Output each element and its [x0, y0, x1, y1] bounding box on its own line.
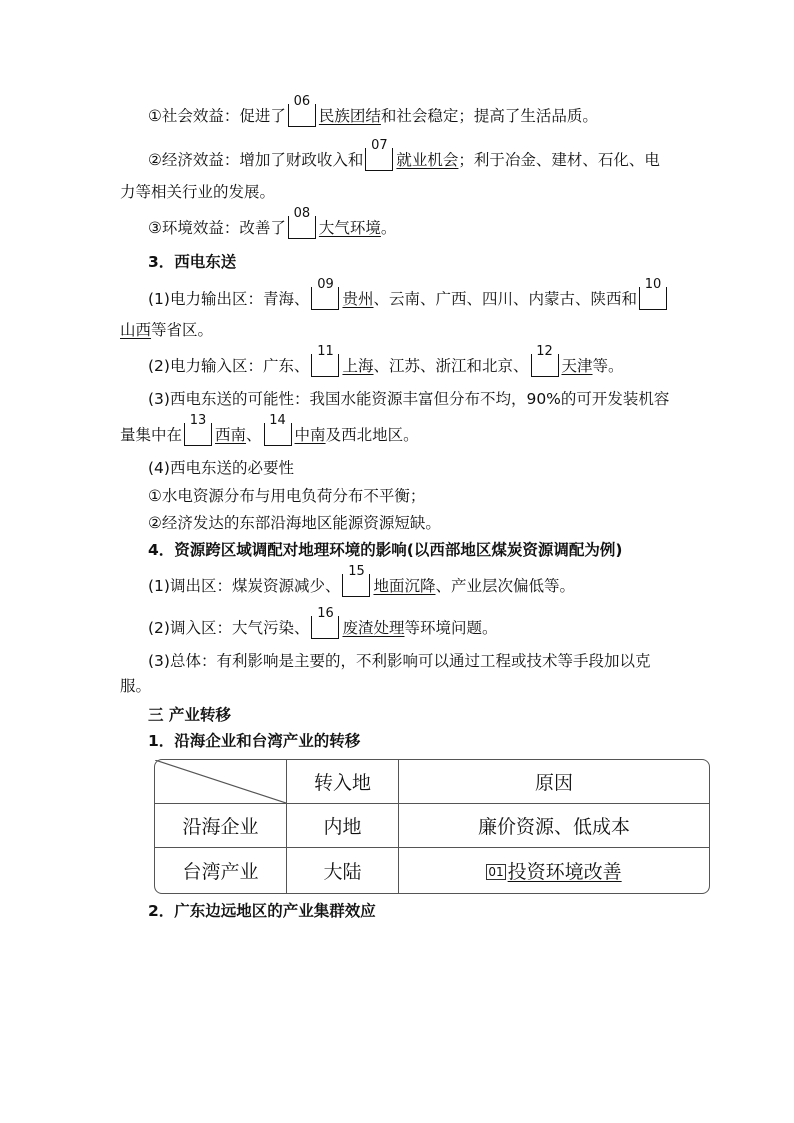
overall-line-1: (3)总体：有利影响是主要的，不利影响可以通过工程或技术等手段加以克	[148, 652, 651, 670]
necessity-heading: (4)西电东送的必要性	[148, 459, 294, 477]
blank-number-box: 09	[311, 287, 339, 310]
heading-resource-transfer: 4．资源跨区域调配对地理环境的影响(以西部地区煤炭资源调配为例)	[148, 541, 623, 559]
row-reason	[399, 848, 709, 893]
answer-text: 投资环境改善	[507, 861, 622, 883]
answer-text: 天津	[561, 357, 593, 375]
row-reason: 廉价资源、低成本	[399, 804, 709, 848]
blank-number-box: 12	[531, 354, 559, 377]
answer-text: 中南	[294, 426, 326, 444]
economic-benefit-line: ②经济效益：增加了财政收入和 07 就业机会；利于冶金、建材、石化、电	[148, 138, 660, 169]
answer-text: 上海	[342, 357, 374, 375]
heading-coastal-taiwan: 1．沿海企业和台湾产业的转移	[148, 732, 361, 750]
environment-benefit-line: ③环境效益：改善了 08 大气环境。	[148, 206, 397, 237]
power-input-line: (2)电力输入区：广东、 11 上海、江苏、浙江和北京、 12 天津等。	[148, 344, 624, 375]
blank-number-box: 11	[311, 354, 339, 377]
answer-text: 大气环境	[318, 219, 381, 237]
blank-number-box: 13	[184, 423, 212, 446]
power-output-line-2: 山西等省区。	[120, 321, 214, 339]
economic-benefit-line-2: 力等相关行业的发展。	[120, 183, 276, 201]
answer-text: 就业机会	[396, 151, 459, 169]
blank-number-box: 07	[365, 148, 393, 171]
answer-text: 废渣处理	[342, 619, 405, 637]
answer-text: 山西	[120, 321, 152, 339]
answer-text: 地面沉降	[373, 577, 436, 595]
row-label: 台湾产业	[155, 848, 287, 893]
heading-guangdong: 2．广东边远地区的产业集群效应	[148, 902, 376, 920]
blank-number-box: 08	[288, 216, 316, 239]
answer-text: 西南	[215, 426, 247, 444]
blank-number-code: 01	[488, 865, 504, 879]
blank-number-box: 14	[264, 423, 292, 446]
necessity-item-2: ②经济发达的东部沿海地区能源资源短缺。	[148, 514, 441, 532]
import-region-line: (2)调入区：大气污染、 16 废渣处理等环境问题。	[148, 606, 498, 637]
social-benefit-line: ①社会效益：促进了 06 民族团结和社会稳定；提高了生活品质。	[148, 94, 598, 125]
industry-transfer-table	[154, 759, 710, 894]
table-row	[155, 804, 709, 848]
row-destination: 内地	[287, 804, 399, 848]
header-reason: 原因	[399, 760, 709, 804]
row-label: 沿海企业	[155, 804, 287, 848]
answer-text: 民族团结	[318, 107, 381, 125]
blank-number-box: 16	[311, 616, 339, 639]
blank-number-box: 10	[639, 287, 667, 310]
power-output-line: (1)电力输出区：青海、 09 贵州、云南、广西、四川、内蒙古、陕西和 10	[148, 287, 670, 310]
feasibility-line-2: 量集中在 13 西南、 14 中南及西北地区。	[120, 413, 419, 444]
table-header-row	[155, 760, 709, 804]
necessity-item-1: ①水电资源分布与用电负荷分布不平衡；	[148, 487, 426, 505]
overall-line-2: 服。	[120, 677, 152, 695]
blank-number-box: 15	[342, 574, 370, 597]
feasibility-line-1: (3)西电东送的可能性：我国水能资源丰富但分布不均，90%的可开发装机容	[148, 390, 670, 408]
header-destination: 转入地	[287, 760, 399, 804]
answer-text: 贵州	[342, 290, 374, 308]
section-industry-transfer: 三 产业转移	[148, 706, 231, 724]
blank-number-box: 06	[288, 104, 316, 127]
diagonal-header-cell	[155, 760, 287, 804]
table-row	[155, 848, 709, 893]
row-destination: 大陆	[287, 848, 399, 893]
heading-west-east: 3．西电东送	[148, 253, 237, 271]
export-region-line: (1)调出区：煤炭资源减少、 15 地面沉降、产业层次偏低等。	[148, 564, 575, 595]
